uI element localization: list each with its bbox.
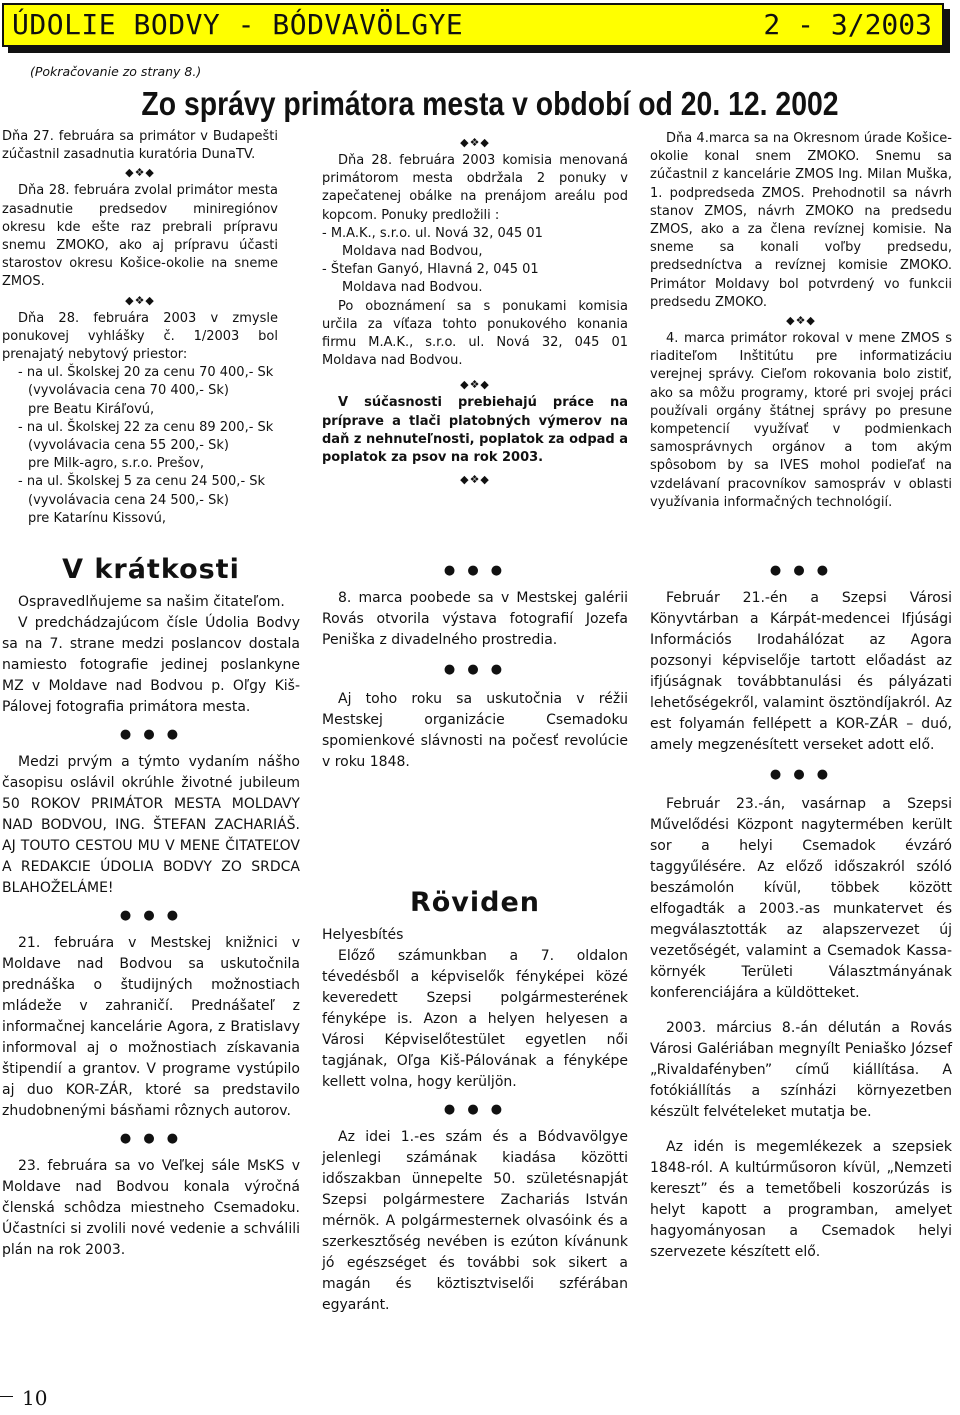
paragraph: 2003. március 8.-án délután a Rovás Városi Galériában megnyílt Peniaško József „Rivaldafényben” című kiállítása. A fotókiállítás a színházi környezetben készült felvételeket mutatja be. <box>650 1020 952 1120</box>
ornament: ◆❖◆ <box>460 378 490 392</box>
col3-bottom <box>650 560 952 1263</box>
dots-divider: ● ● ● <box>119 727 183 742</box>
paragraph: Dňa 28. februára 2003 v zmysle ponukovej vyhlášky č. 1/2003 bol prenajatý nebytový priestor: <box>2 310 278 363</box>
dots-divider: ● ● ● <box>443 1102 507 1117</box>
paragraph: Az idén is megemlékezek a szepsiek 1848-ról. A kultúrműsoron kívül, „Nemzeti kereszt” és a temetőbeli koszorúzás is helyt kapott a programban, amelyet hagyományosan a Csemadok helyi szervezete készített elő. <box>650 1139 952 1260</box>
paragraph: Az idei 1.-es szám és a Bódvavölgye jelenlegi számának kiadása közötti időszakban ünnepelte 50. születésnapját Szepsi polgármestere Zachariás István mérnök. A polgármesternek olvasóink és a szerkesztőség nevében is ezúton kívánunk jó egészséget és további sok sikert a magán és köztisztviselői szférában egyaránt. <box>322 1129 628 1313</box>
ornament: ◆❖◆ <box>125 293 155 307</box>
paragraph: 4. marca primátor rokoval v mene ZMOS s riaditeľom Inštitútu pre informatizáciu verejnej správy. Cieľom rokovania bolo zistiť, ako sa môžu programy, ktoré pri svojej práci používali orgány štátnej správy po presune kompetencií využívať v podmienkach samosprávnych orgánov a tom akým spôsobom by sa IVES mohol podieľať na vzdelávaní pracovníkov samospráv v oblasti využívania informačných technológií. <box>650 331 952 510</box>
dots-divider: ● ● ● <box>769 563 833 578</box>
masthead-title: ÚDOLIE BODVY - BÓDVAVÖLGYE <box>12 8 464 41</box>
dots-divider: ● ● ● <box>119 1131 183 1146</box>
paragraph: Medzi prvým a týmto vydaním nášho časopisu oslávil okrúhle životné jubileum 50 ROKOV PRIMÁTOR MESTA MOLDAVY NAD BODVOU, ING. ŠTEFAN ZACHARIÁŠ. AJ TOUTO CESTOU MU V MENE ČITATEĽOV A REDAKCIE ÚDOLIA BODVY ZO SRDCA BLAHOŽELÁME! <box>2 754 300 896</box>
article-title: Zo správy primátora mesta v období od 20. 12. 2002 <box>141 85 839 122</box>
paragraph: Dňa 28. februára zvolal primátor mesta zasadnutie predsedov miniregiónov okresu kde ešte raz prebrali prípravu snemu ZMOKO, ako aj prípravu účasti starostov okresu Košice-okolie na sneme ZMOS. <box>2 183 278 290</box>
dots-divider: ● ● ● <box>119 908 183 923</box>
offer-list <box>322 225 628 298</box>
paragraph: Február 21.-én a Szepsi Városi Könyvtárban a Kárpát-medencei Ifjúsági Információs Irodahálózat az Agora pozsonyi képviselője tartott előadást az ifjúságnak továbbtanulási és pályázati lehetőségekről, valamint ösztöndíjakról. Az est folyamán fellépett a KOR-ZÁR – duó, amely megzenésített verseket adott elő. <box>650 590 952 753</box>
paragraph: 8. marca poobede sa v Mestskej galérii Rovás otvorila výstava fotografií Jozefa Peniška z divadelného prostredia. <box>322 590 628 648</box>
paragraph: Po oboznámení sa s ponukami komisia určila za víťaza tohto ponukového konania firmu M.A.K., s.r.o. ul. Nová 32, 045 01 Moldava nad Bodvou. <box>322 298 628 369</box>
paragraph: V predchádzajúcom čísle Údolia Bodvy sa na 7. strane medzi poslancov dostala namiesto fotografie jedinej poslankyne MZ v Moldave nad Bodvou p. Oľgy Kiš-Pálovej fotografia primátora mesta. <box>2 615 300 715</box>
lease-list <box>2 364 278 528</box>
section-title-roviden: Röviden <box>409 887 541 918</box>
paragraph: 23. februára sa vo Veľkej sále MsKS v Moldave nad Bodvou konala výročná členská schôdza miestneho Csemadoku. Účastníci si zvolili nové vedenie a schválili plán na rok 2003. <box>2 1158 300 1258</box>
col1-bottom <box>2 552 300 1261</box>
dots-divider: ● ● ● <box>769 767 833 782</box>
paragraph: Előző számunkban a 7. oldalon tévedésből a képviselők fényképei közé keveredett Szepsi polgármesterének fényképe is. Azon a helyen helyesen a Városi Képviselőtestület egyetlen női tagjának, Oľga Kiš-Pálovának a fényképe kellett volna, hogy kerüljön. <box>322 948 628 1090</box>
list-item: - na ul. Školskej 5 za cenu 24 500,- Sk <box>18 474 266 490</box>
ornament: ◆❖◆ <box>125 166 155 180</box>
list-item: (vyvolávacia cena 24 500,- Sk) <box>28 492 229 508</box>
paragraph: Ospravedlňujeme sa našim čitateľom. <box>18 594 285 610</box>
paragraph: Dňa 27. februára sa primátor v Budapešti zúčastnil zasadnutia kuratória DunaTV. <box>2 129 278 163</box>
list-item: Moldava nad Bodvou, <box>342 244 483 260</box>
subheading-helyesbites: Helyesbítés <box>322 927 404 943</box>
ornament: ◆❖◆ <box>460 473 490 487</box>
paragraph: Aj toho roku sa uskutočnia v réžii Mestskej organizácie Csemadoku spomienkové slávnosti na počesť revolúcie v roku 1848. <box>322 691 628 770</box>
list-item: Moldava nad Bodvou. <box>342 280 483 296</box>
list-item: (vyvolávacia cena 70 400,- Sk) <box>28 383 229 399</box>
list-item: - M.A.K., s.r.o. ul. Nová 32, 045 01 <box>322 225 543 241</box>
dots-divider: ● ● ● <box>443 662 507 677</box>
page-number: 10 <box>22 1385 48 1410</box>
list-item: pre Beatu Kiráľovú, <box>28 401 155 417</box>
list-item: - Štefan Ganyó, Hlavná 2, 045 01 <box>322 262 539 278</box>
paragraph: Dňa 28. februára 2003 komisia menovaná primátorom mesta obdržala 2 ponuky v zapečatenej obálke na prenájom areálu pod kopcom. Ponuky predložili : <box>322 153 628 223</box>
paragraph: Dňa 4.marca sa na Okresnom úrade Košice-okolie konal snem ZMOKO. Snemu sa zúčastnil z kancelárie ZMOS Ing. Milan Muška, 1. podpredseda ZMOS. Prehodnotil sa návrh stanov ZMOS, návrh ZMOKO na predsedu ZMOS, ako a za člena revíznej komisie. Na sneme sa konali voľby predsedu, predsedníctva a revíznej komisie ZMOKO. Primátor Moldavy bol potvrdený vo funkcii predsedu ZMOKO. <box>650 131 952 310</box>
ornament: ◆❖◆ <box>786 314 816 328</box>
issue-number: 2 - 3/2003 <box>763 8 932 41</box>
dots-divider: ● ● ● <box>443 563 507 578</box>
list-item: pre Milk-agro, s.r.o. Prešov, <box>28 456 204 472</box>
list-item: pre Katarínu Kissovú, <box>28 510 167 526</box>
masthead-bar <box>2 3 944 47</box>
paragraph: Február 23.-án, vasárnap a Szepsi Művelődési Központ nagytermében került sor a helyi Csemadok évzáró taggyűlésére. Az előző időszakról szóló beszámolón kívül, többek között elfogadták a 2003.-as munkatervet és megválasztották az alapszervezet új vezetőségét, valamint a Csemadok Kassa-környék Területi Választmányának konferenciájára a küldötteket. <box>650 796 952 1001</box>
paragraph: 21. februára v Mestskej knižnici v Moldave nad Bodvou sa uskutočnila prednáška o študijných možnostiach mládeže v zahraničí. Prednášateľ z informačnej kancelárie Agora, z Bratislavy informoval aj o možnostiach získavania štipendií a grantov. V programe vystúpilo aj duo KOR-ZÁR, ktoré sa predstavilo zhudobnenými básňami rôznych autorov. <box>2 935 300 1119</box>
list-item: - na ul. Školskej 22 za cenu 89 200,- Sk <box>18 419 274 435</box>
col2-top <box>322 134 628 489</box>
list-item: (vyvolávacia cena 55 200,- Sk) <box>28 438 229 454</box>
col3-top <box>650 130 952 512</box>
section-title-vkratkosti: V krátkosti <box>62 554 240 585</box>
ornament: ◆❖◆ <box>460 136 490 149</box>
continuation-note: (Pokračovanie zo strany 8.) <box>30 64 202 79</box>
col2-bottom <box>322 560 628 1316</box>
list-item: - na ul. Školskej 20 za cenu 70 400,- Sk <box>18 365 274 381</box>
page-number-rule <box>0 1396 13 1397</box>
col1-top <box>2 128 278 528</box>
paragraph-bold: V súčasnosti prebiehajú práce na príprave a tlači platobných výmerov na daň z nehnuteľnosti, poplatok za odpad a poplatok za psov na rok 2003. <box>322 395 628 466</box>
